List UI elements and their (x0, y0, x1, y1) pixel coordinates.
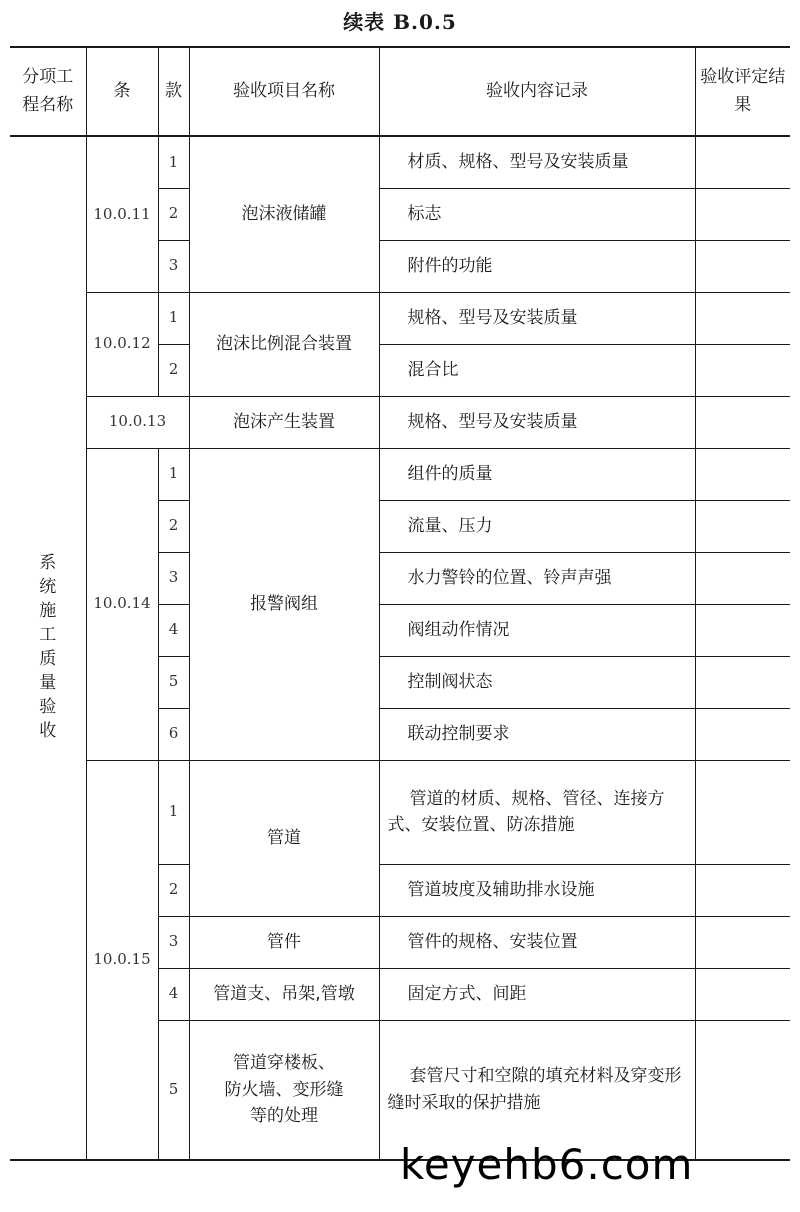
result-cell[interactable] (695, 916, 790, 968)
header-tiao: 条 (86, 47, 158, 136)
kuan-cell: 2 (158, 344, 189, 396)
result-cell[interactable] (695, 864, 790, 916)
item-cell: 报警阀组 (189, 448, 379, 760)
item-cell: 泡沫比例混合装置 (189, 292, 379, 396)
header-row (10, 47, 790, 136)
kuan-cell: 6 (158, 708, 189, 760)
content-cell: 混合比 (379, 344, 695, 396)
result-cell[interactable] (695, 396, 790, 448)
result-cell[interactable] (695, 1020, 790, 1160)
kuan-cell: 1 (158, 292, 189, 344)
content-cell: 附件的功能 (379, 240, 695, 292)
kuan-cell: 3 (158, 916, 189, 968)
tiao-cell: 10.0.11 (86, 136, 158, 292)
content-cell: 控制阀状态 (379, 656, 695, 708)
content-cell: 联动控制要求 (379, 708, 695, 760)
content-cell: 组件的质量 (379, 448, 695, 500)
tiao-cell: 10.0.13 (86, 396, 189, 448)
table-row (10, 292, 790, 344)
kuan-cell: 2 (158, 188, 189, 240)
table-row (10, 760, 790, 864)
content-cell: 阀组动作情况 (379, 604, 695, 656)
result-cell[interactable] (695, 500, 790, 552)
table-title: 续表 B.0.5 (343, 10, 457, 34)
item-cell: 管道支、吊架,管墩 (189, 968, 379, 1020)
kuan-cell: 4 (158, 968, 189, 1020)
item-line: 管道穿楼板、 (233, 1053, 335, 1074)
content-cell: 流量、压力 (379, 500, 695, 552)
kuan-cell: 4 (158, 604, 189, 656)
result-cell[interactable] (695, 240, 790, 292)
result-cell[interactable] (695, 708, 790, 760)
kuan-cell: 5 (158, 1020, 189, 1160)
tiao-cell: 10.0.12 (86, 292, 158, 396)
result-cell[interactable] (695, 968, 790, 1020)
header-jieguo: 验收评定结果 (695, 47, 790, 136)
result-cell[interactable] (695, 292, 790, 344)
item-cell: 管道 (189, 760, 379, 916)
header-fenxiang: 分项工程名称 (10, 47, 86, 136)
result-cell[interactable] (695, 188, 790, 240)
content-cell: 规格、型号及安装质量 (379, 396, 695, 448)
kuan-cell: 3 (158, 240, 189, 292)
item-cell (189, 1020, 379, 1160)
header-xiangmu: 验收项目名称 (189, 47, 379, 136)
content-cell: 管件的规格、安装位置 (379, 916, 695, 968)
item-line: 等的处理 (250, 1105, 318, 1126)
result-cell[interactable] (695, 656, 790, 708)
tiao-cell: 10.0.15 (86, 760, 158, 1160)
kuan-cell: 3 (158, 552, 189, 604)
content-cell: 材质、规格、型号及安装质量 (379, 136, 695, 188)
content-cell: 套管尺寸和空隙的填充材料及穿变形缝时采取的保护措施 (379, 1020, 695, 1160)
result-cell[interactable] (695, 552, 790, 604)
content-cell: 固定方式、间距 (379, 968, 695, 1020)
header-neirong: 验收内容记录 (379, 47, 695, 136)
item-cell: 泡沫产生装置 (189, 396, 379, 448)
table-row (10, 396, 790, 448)
tiao-cell: 10.0.14 (86, 448, 158, 760)
item-cell: 泡沫液储罐 (189, 136, 379, 292)
content-cell: 管道坡度及辅助排水设施 (379, 864, 695, 916)
kuan-cell: 2 (158, 864, 189, 916)
table-row (10, 448, 790, 500)
content-cell: 标志 (379, 188, 695, 240)
result-cell[interactable] (695, 448, 790, 500)
table-row (10, 136, 790, 188)
content-cell: 管道的材质、规格、管径、连接方式、安装位置、防冻措施 (379, 760, 695, 864)
category-label: 系统施工质量验收 (39, 553, 57, 742)
kuan-cell: 1 (158, 760, 189, 864)
result-cell[interactable] (695, 604, 790, 656)
item-cell: 管件 (189, 916, 379, 968)
kuan-cell: 1 (158, 136, 189, 188)
content-cell: 规格、型号及安装质量 (379, 292, 695, 344)
content-cell: 水力警铃的位置、铃声声强 (379, 552, 695, 604)
result-cell[interactable] (695, 760, 790, 864)
header-kuan: 款 (158, 47, 189, 136)
watermark-text: keyehb6.com (400, 1140, 694, 1189)
kuan-cell: 5 (158, 656, 189, 708)
acceptance-table (10, 46, 790, 1161)
category-cell (10, 136, 86, 1160)
kuan-cell: 1 (158, 448, 189, 500)
item-line: 防火墙、变形缝 (224, 1079, 344, 1100)
result-cell[interactable] (695, 136, 790, 188)
result-cell[interactable] (695, 344, 790, 396)
kuan-cell: 2 (158, 500, 189, 552)
